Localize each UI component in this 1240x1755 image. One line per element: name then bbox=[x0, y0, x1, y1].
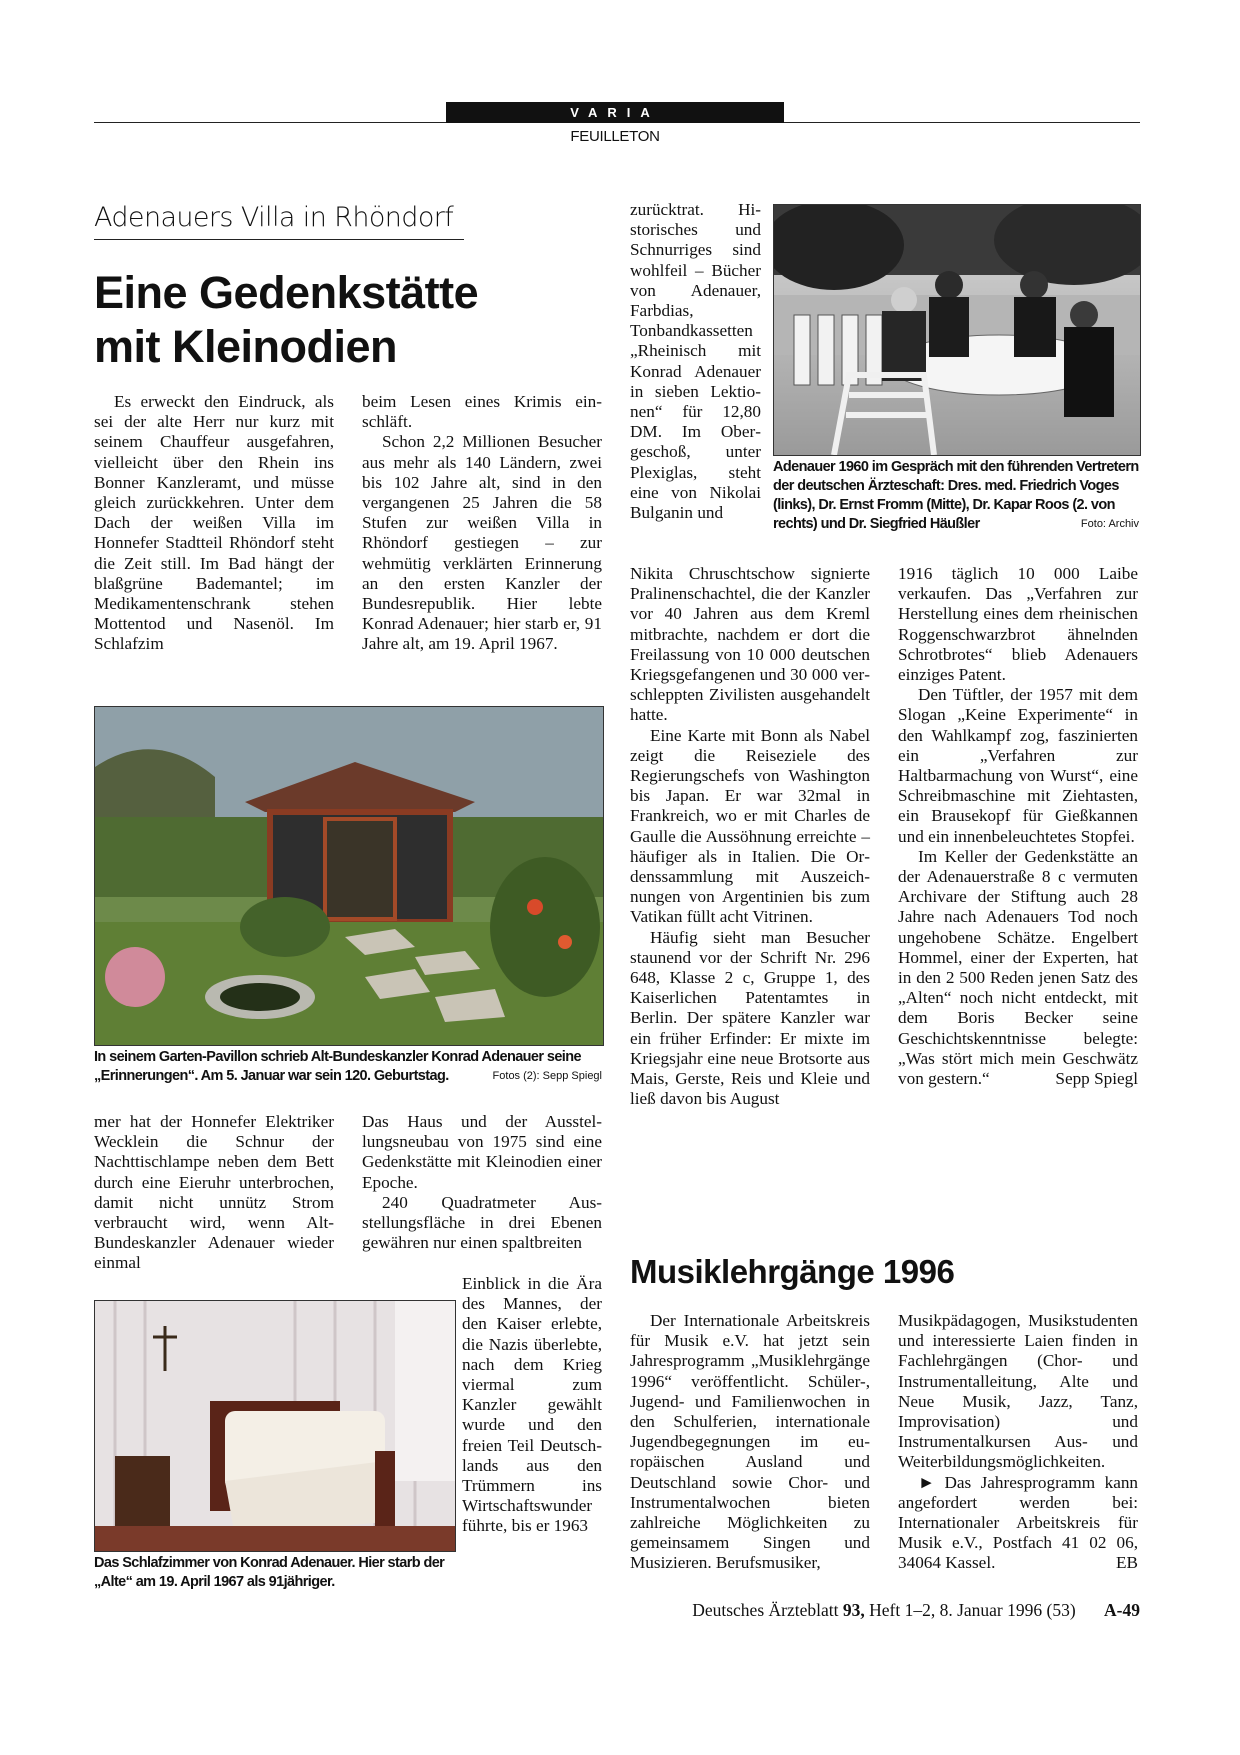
article-col3-top bbox=[630, 200, 761, 523]
paragraph: 1916 täglich 10 000 Laibe verkaufen. Das „Verfahren zur Herstellung eines dem rheinischen Roggenschwarzbrot ähnelnden Schrotbrotes“ blieb Adenauers einziges Patent. bbox=[898, 564, 1138, 685]
photo-garden-image bbox=[95, 707, 603, 1045]
article-col4 bbox=[898, 564, 1138, 1089]
paragraph bbox=[898, 847, 1138, 1089]
photo-garden-pavilion bbox=[94, 706, 604, 1046]
photo-bedroom bbox=[94, 1300, 456, 1552]
photo-caption-garden bbox=[94, 1048, 602, 1086]
photo-caption-top-right bbox=[773, 458, 1139, 534]
paragraph bbox=[898, 1473, 1138, 1574]
paragraph: Den Tüftler, der 1957 mit dem Slogan „Keine Experimente“ in den Wahlkampf zog, faszinierten ein „Verfahren zur Haltbarmachung von Wurst“, eine Schreibmaschine mit Ziehtasten, ein Brausekopf für Gießkannen und ein innenbeleuchtetes Stopfei. bbox=[898, 685, 1138, 846]
paragraph-text: Im Keller der Gedenkstätte an der Adenauerstraße 8 c vermuten Archivare der Stiftung auch 28 Jahre nach Adenauers Tod noch ungehobene Schätze. Engelbert Hommel, einer der Experten, hat in den 2 500 Reden jenen Satz des „Alten“ noch nicht entdeckt, mit dem Boris Becker seine Geschichtskenntnisse belegte: „Was stört mich mein Geschwätz von gestern.“ bbox=[898, 846, 1138, 1089]
paragraph: Es erweckt den Eindruck, als sei der alte Herr nur kurz mit seinem Chauffeur ausgefahren, vielleicht über den Rhein ins Bonner Kanzleramt, und müsse gleich zurückkehren. Unter dem Dach der weißen Villa im Honnefer Stadtteil Rhöndorf steht die Zeit still. Im Bad hängt der blaßgrüne Bademantel; im Medikamentenschrank stehen Mottentod und Nasenöl. Im Schlafzim bbox=[94, 392, 334, 654]
article-kicker: Adenauers Villa in Rhöndorf bbox=[94, 202, 464, 240]
article-col2-bottom bbox=[362, 1112, 602, 1253]
paragraph: Schon 2,2 Millionen Besucher aus mehr als 140 Ländern, zwei bis 102 Jahre alt, sind in den vergangenen 25 Jahren die 58 Stufen zur weißen Villa in Rhöndorf gestiegen – zur wehmütig verklärten Erinnerung an den ersten Kanzler der Bundesrepublik. Hier lebte Konrad Adenauer; hier starb er, 91 Jahre alt, am 19. April 1967. bbox=[362, 432, 602, 654]
page-number: A-49 bbox=[1104, 1600, 1140, 1620]
paragraph: zurücktrat. Historisches und Schnurriges sind wohlfeil – Bücher von Adenauer, Farbdias, Tonbandkassetten „Rheinisch mit Konrad Adenauer in sieben Lektionen“ für 12,80 DM. Im Obergeschoß, unter Plexiglas, steht eine von Nikolai Bulganin und bbox=[630, 200, 761, 523]
paragraph: Eine Karte mit Bonn als Nabel zeigt die Reiseziele des Regierungschefs von Washington bis Japan. Er war 32mal in Frankreich, wo er mit Charles de Gaulle die Aussöhnung erreichte – häufiger als in Italien. Die Ordenssammlung mit Auszeichnungen von Argentinien bis zum Vatikan füllt acht Vitrinen. bbox=[630, 725, 870, 927]
paragraph-text: Das Jahresprogramm kann angefordert werden bei: Internationaler Arbeitskreis für Musik e.V., Postfach 41 02 06, 34064 Kassel. bbox=[898, 1472, 1139, 1573]
photo-bedroom-image bbox=[95, 1301, 455, 1551]
paragraph: Nikita Chruschtschow signierte Pralinenschachtel, die der Kanzler vor 40 Jahren aus dem Kreml mitbrachte, nachdem er dort die Freilassung von 10 000 deutschen Kriegsgefangenen und 30 000 verschleppten Zivilisten ausgehandelt hatte. bbox=[630, 564, 870, 725]
article-headline bbox=[94, 266, 594, 374]
journal-volume: 93, bbox=[842, 1600, 865, 1620]
journal-issue: Heft 1–2, 8. Januar 1996 (53) bbox=[869, 1600, 1076, 1620]
second-article-col1 bbox=[630, 1311, 870, 1574]
paragraph: Einblick in die Ära des Mannes, der den Kaiser erlebte, die Nazis überlebte, nach dem Krieg viermal zum Kanzler gewählt wurde und den freien Teil Deutschlands aus den Trümmern ins Wirtschaftswunder führte, bis er 1963 bbox=[462, 1274, 602, 1536]
article-col2-narrow bbox=[462, 1274, 602, 1537]
author-signature: EB bbox=[1116, 1553, 1138, 1573]
section-sublabel: FEUILLETON bbox=[570, 128, 660, 145]
journal-name: Deutsches Ärzteblatt bbox=[692, 1600, 839, 1620]
paragraph: Der Internationale Arbeitskreis für Musik e.V. hat jetzt sein Jahresprogramm „Musiklehrgänge 1996“ veröffentlicht. Schüler-, Jugend- und Familienwochen in den Schulferien, internationale Jugendbegegnungen im europäischen Ausland und Deutschland sowie Chor- und Instrumentalwochen bieten zahlreiche Möglichkeiten zu gemeinsamem Singen und Musizieren. Berufsmusiker, bbox=[630, 1311, 870, 1573]
paragraph: mer hat der Honnefer Elektriker Wecklein die Schnur der Nachttischlampe neben dem Bett durch eine Eieruhr unterbrochen, damit nicht unnütz Strom verbraucht wird, wenn Alt-Bundeskanzler Adenauer wieder einmal bbox=[94, 1112, 334, 1273]
caption-text: In seinem Garten-Pavillon schrieb Alt-Bundeskanzler Konrad Adenauer seine „Erinnerungen“. Am 5. Januar war sein 120. Geburtstag. bbox=[94, 1049, 581, 1084]
photo-adenauer-1960 bbox=[773, 204, 1141, 456]
photo-credit: Foto: Archiv bbox=[1080, 518, 1139, 530]
headline-line-1: Eine Gedenkstätte bbox=[94, 267, 479, 318]
second-article-headline: Musiklehrgänge 1996 bbox=[630, 1253, 955, 1290]
paragraph: Das Haus und der Ausstellungsneubau von 1975 sind eine Gedenkstätte mit Kleinodien einer Epoche. bbox=[362, 1112, 602, 1192]
article-col2-top bbox=[362, 392, 602, 655]
caption-text: Adenauer 1960 im Gespräch mit den führenden Vertretern der deutschen Ärzteschaft: Dres. med. Friedrich Voges (links), Dr. Ernst Fromm (Mitte), Dr. Kapar Roos (2. von rechts) und Dr. Siegfried Häußler bbox=[773, 459, 1139, 532]
arrow-icon: ► bbox=[918, 1472, 936, 1492]
photo-credit: Fotos (2): Sepp Spiegl bbox=[492, 1070, 602, 1082]
caption-text: Das Schlafzimmer von Konrad Adenauer. Hier starb der „Alte“ am 19. April 1967 als 91jähriger. bbox=[94, 1555, 445, 1590]
paragraph: Musikpädagogen, Musikstudenten und interessierte Laien finden in Fachlehrgängen (Chor- und Instrumentalleitung, Alte und Neue Musik, Jazz, Tanz, Improvisation) und Instrumentalkursen Aus- und Weiterbildungsmöglichkeiten. bbox=[898, 1311, 1138, 1472]
second-article-col2 bbox=[898, 1311, 1138, 1574]
photo-caption-bedroom bbox=[94, 1554, 454, 1592]
article-col1-bottom bbox=[94, 1112, 334, 1274]
author-signature: Sepp Spiegl bbox=[1055, 1069, 1138, 1089]
paragraph: Häufig sieht man Besucher staunend vor der Schrift Nr. 296 648, Klasse 2 c, Gruppe 1, des Kaiserlichen Patentamtes in Berlin. Der spätere Kanzler war ein früher Erfinder: Er mixte im Kriegsjahr eine neue Brotsorte aus Mais, Gerste, Reis und Kleie und ließ davon bis August bbox=[630, 927, 870, 1109]
page-footer bbox=[600, 1600, 1140, 1621]
article-col1-top bbox=[94, 392, 334, 655]
headline-line-2: mit Kleinodien bbox=[94, 321, 398, 372]
paragraph: beim Lesen eines Krimis einschläft. bbox=[362, 392, 602, 432]
article-col3 bbox=[630, 564, 870, 1109]
section-label: VARIA bbox=[446, 102, 784, 123]
photo-meeting-image bbox=[774, 205, 1140, 455]
paragraph: 240 Quadratmeter Ausstellungsfläche in drei Ebenen gewähren nur einen spaltbreiten bbox=[362, 1192, 602, 1253]
